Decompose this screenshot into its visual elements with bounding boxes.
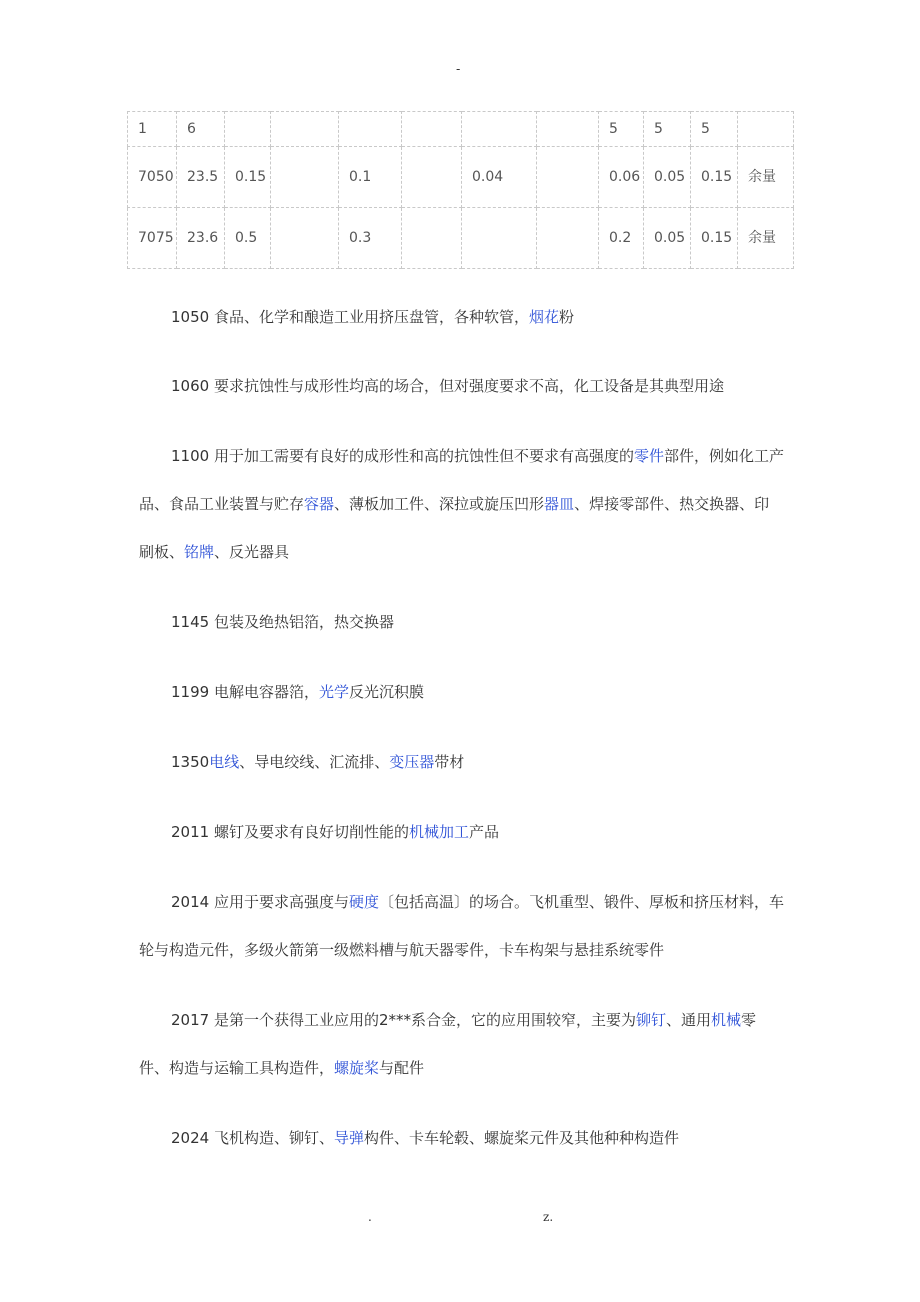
table-cell: 23.5 [177,147,225,208]
table-cell: 0.15 [691,147,738,208]
table-cell: 余量 [738,208,794,269]
table-cell [537,112,599,147]
term-link[interactable]: 器皿 [544,495,575,513]
application-paragraph [139,878,784,974]
paragraph-text: 1100 用于加工需要有良好的成形性和高的抗蚀性但不要求有高强度的 [171,447,634,465]
paragraph-text: 零件、构造与运输工具构造件， [139,1011,757,1077]
term-link[interactable]: 螺旋桨 [334,1059,380,1077]
term-link[interactable]: 硬度 [348,893,379,911]
table-cell: 0.05 [644,147,691,208]
paragraph-text: 部件，例如化工产品、食品工业装置与贮存 [139,447,784,513]
paragraph-text: 产品 [468,823,499,841]
alloy-composition-table [127,111,794,269]
paragraph-text: 〔包括高温〕的场合。飞机重型、锻件、厚板和挤压材料，车轮与构造元件，多级火箭第一级燃料槽与航天器零件，卡车构架与悬挂系统零件 [139,893,784,959]
table-cell: 0.3 [339,208,402,269]
table-cell [339,112,402,147]
table-cell: 5 [599,112,644,147]
paragraph-text: 粉 [558,308,574,326]
paragraph-text: 1199 电解电容器箔， [171,683,319,701]
table-cell: 7050 [128,147,177,208]
table-cell: 0.06 [599,147,644,208]
term-link[interactable]: 烟花 [528,308,559,326]
term-link[interactable]: 容器 [304,495,335,513]
table-cell [271,208,339,269]
table-cell [271,112,339,147]
table-cell: 0.04 [462,147,537,208]
table-cell [537,208,599,269]
paragraph-text: 1060 要求抗蚀性与成形性均高的场合，但对强度要求不高，化工设备是其典型用途 [171,377,724,395]
application-paragraph [139,598,784,646]
paragraph-text: 1145 包装及绝热铝箔，热交换器 [171,613,394,631]
term-link[interactable]: 铆钉 [636,1011,667,1029]
table-cell: 0.2 [599,208,644,269]
table-row [128,147,794,208]
paragraph-text: 与配件 [379,1059,425,1077]
table-cell: 0.5 [225,208,271,269]
table-row [128,112,794,147]
term-link[interactable]: 光学 [318,683,349,701]
application-paragraph [139,738,784,786]
table-cell [462,112,537,147]
paragraph-text: 、焊接零部件、热交换器、印刷板、 [139,495,770,561]
table-cell: 0.15 [225,147,271,208]
term-link[interactable]: 机械 [711,1011,742,1029]
paragraph-text: 1350 [171,753,210,771]
application-paragraph [139,996,784,1092]
table-cell: 7075 [128,208,177,269]
term-link[interactable]: 铭牌 [184,543,215,561]
paragraph-text: 、通用 [666,1011,712,1029]
table-cell [738,112,794,147]
footer-right-mark: z. [543,1210,554,1224]
table-cell [402,147,462,208]
table-cell: 6 [177,112,225,147]
term-link[interactable]: 零件 [633,447,664,465]
application-paragraph [139,293,784,341]
term-link[interactable]: 变压器 [389,753,435,771]
page-header-mark: - [456,62,461,76]
table-cell [271,147,339,208]
paragraph-text: 2017 是第一个获得工业应用的2***系合金，它的应用围较窄，主要为 [171,1011,636,1029]
table-cell: 0.05 [644,208,691,269]
paragraph-text: 2014 应用于要求高强度与 [171,893,349,911]
paragraph-text: 反光沉积膜 [348,683,424,701]
paragraph-text: 构件、卡车轮毂、螺旋桨元件及其他种种构造件 [363,1129,679,1147]
term-link[interactable]: 导弹 [333,1129,364,1147]
footer-left-mark: . [368,1210,372,1224]
application-paragraph [139,362,784,410]
table-cell [402,208,462,269]
table-cell: 余量 [738,147,794,208]
term-link[interactable]: 电线 [209,753,240,771]
table-cell: 23.6 [177,208,225,269]
table-cell [462,208,537,269]
paragraph-text: 、薄板加工件、深拉或旋压凹形 [334,495,545,513]
application-paragraph [139,808,784,856]
table-cell [537,147,599,208]
application-paragraph [139,432,784,576]
paragraph-text: 、反光器具 [214,543,290,561]
paragraph-text: 2024 飞机构造、铆钉、 [171,1129,334,1147]
paragraph-text: 2011 螺钉及要求有良好切削性能的 [171,823,409,841]
table-cell: 0.1 [339,147,402,208]
table-cell: 1 [128,112,177,147]
table-cell: 5 [644,112,691,147]
application-paragraph [139,1114,784,1162]
paragraph-text: 、导电绞线、汇流排、 [239,753,390,771]
table-row [128,208,794,269]
table-cell: 5 [691,112,738,147]
paragraph-text: 带材 [434,753,465,771]
paragraph-text: 1050 食品、化学和酿造工业用挤压盘管，各种软管， [171,308,529,326]
table-cell: 0.15 [691,208,738,269]
application-paragraph [139,668,784,716]
term-link[interactable]: 机械加工 [408,823,469,841]
table-cell [402,112,462,147]
table-cell [225,112,271,147]
